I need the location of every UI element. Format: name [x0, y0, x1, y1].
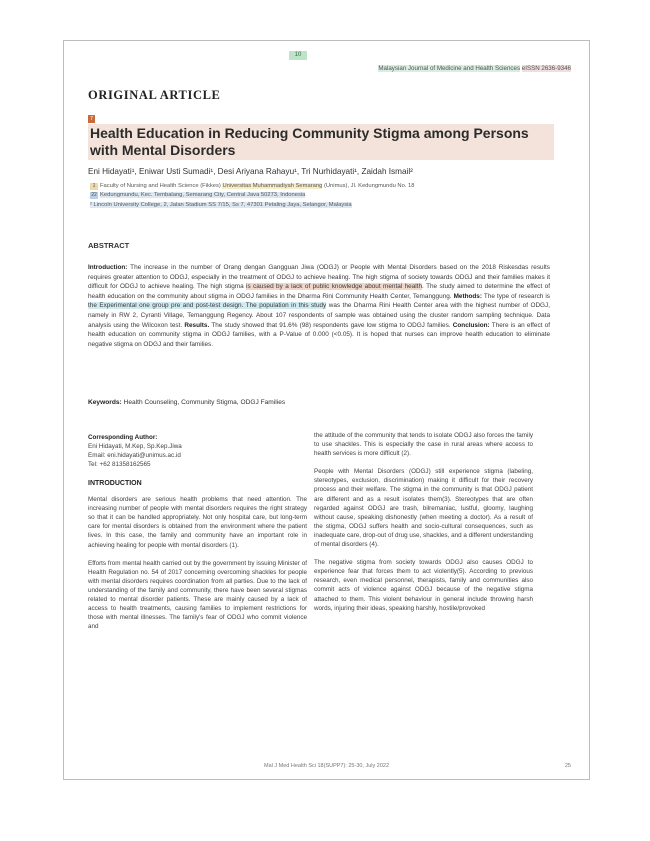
article-page — [63, 40, 590, 780]
left-column — [88, 479, 307, 640]
author-phone: Tel: +62 81358162565 — [88, 461, 151, 468]
abstract-heading: ABSTRACT — [88, 241, 130, 250]
abstract-text: Introduction: The increase in the number of Orang dengan Gangguan Jiwa (ODGJ) or People with Mental Disorders based on the 2018 Riskesdas results requires greater attention to ODGJ, especially in the treatment of ODGJ to achieve healing. The high stigma of society towards ODGJ and their families makes it difficult for ODGJ to achieve healing. The high stigma is caused by a lack of public knowledge about mental health. The study aimed to determine the effect of health education on the community about stigma in ODGJ families in the Dharma Rini Community Health Center, Temanggung. Methods: The type of research is the Experimental one group pre and post-test design. The population in this study was the Dharma Rini Health Center area with the highest number of ODGJ, namely in RW 2, Cyranti Village, Temanggung Regency. About 107 respondents of sample was obtained using the cluster random sampling technique. Data analysis using the Wilcoxon test. Results. The study showed that 91.6% (98) respondents gave low stigma to ODGJ families. Conclusion: There is an effect of health education on community stigma in ODGJ families, with a P-Value of 0.000 (<0.05). It is hoped that nurses can improve health education to eliminate negative stigma on ODGJ and their families. — [88, 264, 551, 348]
paragraph: The negative stigma from society towards ODGJ also causes ODGJ to experience fear that forces them to act violently(5). According to previous research, even medical personnel, therapists, family and communities also commit acts of violence against ODGJ because of the negative stigma attached to them. This violent behaviour in general include throwing harsh words, injuring their ideas, speaking harshly, hostile/provoked — [314, 559, 533, 612]
paragraph: People with Mental Disorders (ODGJ) still experience stigma (labeling, stereotypes, exclusion, discrimination) making it difficult for their recovery process and their welfare. The stigma in the community is that ODGJ patient are different and as a result isolates them(3). Stereotypes that are often regarded against ODGJ are trash, bilremaniac, lustful, gloomy, laughing without cause, speaking dishonestly (when meeting a doctor). As a result of the stigma, ODGJ suffers health and socio-cultural consequences, such as inadequate care, drop-out of drug use, shackles, and a different understanding of mental disorders (4). — [314, 468, 533, 549]
affiliation-2: ² Lincoln University College, 2, Jalan Stadium SS 7/15, Ss 7, 47301 Petaling Jaya, Selangor, Malaysia — [90, 202, 352, 208]
affiliation-highlight: Universitas Muhammadiyah Semarang — [222, 183, 323, 189]
title-annotation-badge: 7 — [89, 116, 94, 122]
abstract-highlight: the Experimental one group pre and post-test design. The population in this study — [88, 302, 327, 310]
footer-citation: Mal J Med Health Sci 18(SUPP7): 25-30, July 2022 — [264, 763, 390, 769]
affiliation-1: 1 Faculty of Nursing and Health Science (Fikkes) Universitas Muhammadiyah Semarang (Unimus), Jl. Kedungmundu No. 18 — [90, 182, 414, 190]
affiliation-badge: 22 — [91, 192, 97, 198]
author-list: Eni Hidayati¹, Eniwar Usti Sumadi¹, Desi Ariyana Rahayu¹, Tri Nurhidayati¹, Zaidah Ismail² — [88, 167, 413, 176]
journal-issn: eISSN 2636-9346 — [521, 65, 571, 72]
introduction-heading: INTRODUCTION — [88, 480, 142, 487]
abstract-highlight: is caused by a lack of public knowledge about mental health — [246, 283, 423, 291]
paragraph: Mental disorders are serious health problems that need attention. The increasing number of people with mental disorders requires the right strategy so that it can be handled appropriately. Not only hospital care, but long-term care for mental disorders is obtained from the environment where the patient lives. In this case, the family and community have an important role in achieving healing for people with mental disorders (1). — [88, 496, 307, 549]
right-column — [314, 431, 533, 622]
corresponding-author: Corresponding Author: Eni Hidayati, M.Kep, Sp.Kep.Jiwa Email: eni.hidayati@unimus.ac.id Tel: +62 81358162565 — [88, 434, 182, 468]
affiliation-1-cont: 22 Kedungmundu, Kec. Tembalang, Semarang City, Central Java 50273, Indonesia — [91, 192, 306, 198]
affiliation-badge: 1 — [90, 183, 98, 190]
journal-name: Malaysian Journal of Medicine and Health Sciences — [378, 65, 521, 72]
journal-header — [378, 65, 571, 72]
page-number: 25 — [564, 763, 571, 769]
section-label: ORIGINAL ARTICLE — [88, 88, 221, 102]
paragraph: Efforts from mental health carried out by the government by issuing Minister of Health Regulation no. 54 of 2017 concerning overcoming shackles for people with mental disorders requires coordination from all parties. Due to the lack of understanding of the family and community, there have been several stigmas related to mental disorder patients. These are mainly caused by a lack of access to health treatments, causing families to implement restrictions for those with mental illnesses. The family's fear of ODGJ who commit violence and — [88, 559, 307, 631]
keywords: Keywords: Health Counseling, Community Stigma, ODGJ Families — [88, 399, 286, 406]
annotation-badge: 10 — [289, 51, 307, 60]
author-email: Email: eni.hidayati@unimus.ac.id — [88, 452, 181, 459]
paragraph: the attitude of the community that tends to isolate ODGJ also forces the family to use shackles. This is especially the case in rural areas where access to health services is more difficult (2). — [314, 432, 533, 458]
article-title: Health Education in Reducing Community Stigma among Persons with Mental Disorders — [88, 124, 554, 160]
